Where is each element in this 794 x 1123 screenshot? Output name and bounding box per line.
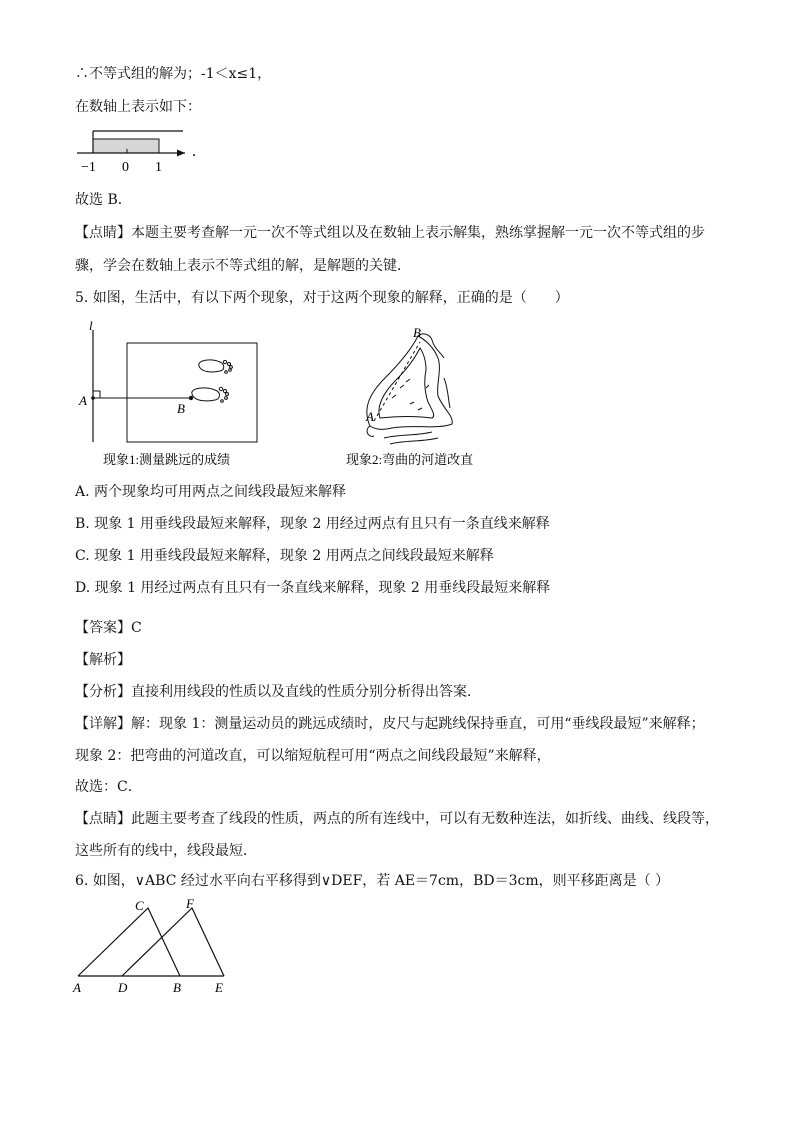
question-6: 6. 如图，∨ABC 经过水平向右平移得到∨DEF，若 AE＝7cm，BD＝3cm，则平移距离是（ ）	[75, 873, 670, 889]
figure-5-caption-2: 现象2:弯曲的河道改直	[346, 452, 474, 467]
label-l: l	[89, 318, 93, 333]
river-shape	[367, 334, 452, 444]
option-c: C. 现象 1 用垂线段最短来解释，现象 2 用两点之间线段最短来解释	[75, 548, 494, 564]
label-B: B	[413, 325, 421, 340]
question-5: 5. 如图，生活中，有以下两个现象，对于这两个现象的解释，正确的是（ ）	[75, 290, 569, 306]
point-label: A	[73, 980, 81, 995]
figure-5-river	[340, 318, 510, 470]
dianjing-text: 【点睛】本题主要考查解一元一次不等式组以及在数轴上表示解集，熟练掌握解一元一次不等式组的步	[75, 225, 705, 241]
label-B: B	[177, 401, 185, 416]
number-line-label: −1	[81, 160, 96, 175]
point-label: E	[215, 980, 223, 995]
dianjing-text: 骤，学会在数轴上表示不等式组的解，是解题的关键．	[75, 258, 411, 274]
option-a: A. 两个现象均可用两点之间线段最短来解释	[75, 484, 347, 500]
text-line: 在数轴上表示如下：	[75, 99, 201, 115]
figure-6-triangles	[70, 894, 240, 998]
point-label: F	[186, 896, 194, 911]
figure-5-caption-1: 现象1:测量跳远的成绩	[103, 452, 231, 467]
label-A: A	[366, 409, 374, 424]
guxuan-text: 故选：C．	[75, 779, 142, 795]
solution-text: ∴不等式组的解为；-1＜x≤1，	[75, 66, 272, 82]
number-line-label: 0	[122, 160, 129, 175]
text-line: 故选 B．	[75, 192, 132, 208]
option-b: B. 现象 1 用垂线段最短来解释，现象 2 用经过两点有且只有一条直线来解释	[75, 516, 550, 532]
label-A: A	[79, 393, 87, 408]
number-line-period: .	[192, 143, 196, 160]
xiangjie-text: 【详解】解：现象 1：测量运动员的跳远成绩时，皮尺与起跳线保持垂直，可用“垂线段最短”来解释；	[75, 716, 705, 732]
option-d: D. 现象 1 用经过两点有且只有一条直线来解释，现象 2 用垂线段最短来解释	[75, 580, 551, 596]
number-line-figure	[75, 126, 205, 176]
fenxi-text: 【分析】直接利用线段的性质以及直线的性质分别分析得出答案．	[75, 684, 481, 700]
analysis-label: 【解析】	[75, 652, 131, 668]
figure-5-long-jump	[75, 318, 275, 470]
point-label: C	[135, 898, 144, 913]
number-line-label: 1	[155, 160, 162, 175]
answer-label: 【答案】C	[75, 620, 142, 636]
xiangjie-text: 现象 2：把弯曲的河道改直，可以缩短航程可用“两点之间线段最短”来解释，	[75, 748, 551, 764]
point-label: D	[118, 980, 128, 995]
point-label: B	[173, 980, 181, 995]
dianjing-text: 这些所有的线中，线段最短．	[75, 843, 257, 859]
dianjing-text: 【点睛】此题主要考查了线段的性质，两点的所有连线中，可以有无数种连法，如折线、曲线、线段等，	[75, 811, 719, 827]
footprint-icon	[192, 360, 233, 402]
